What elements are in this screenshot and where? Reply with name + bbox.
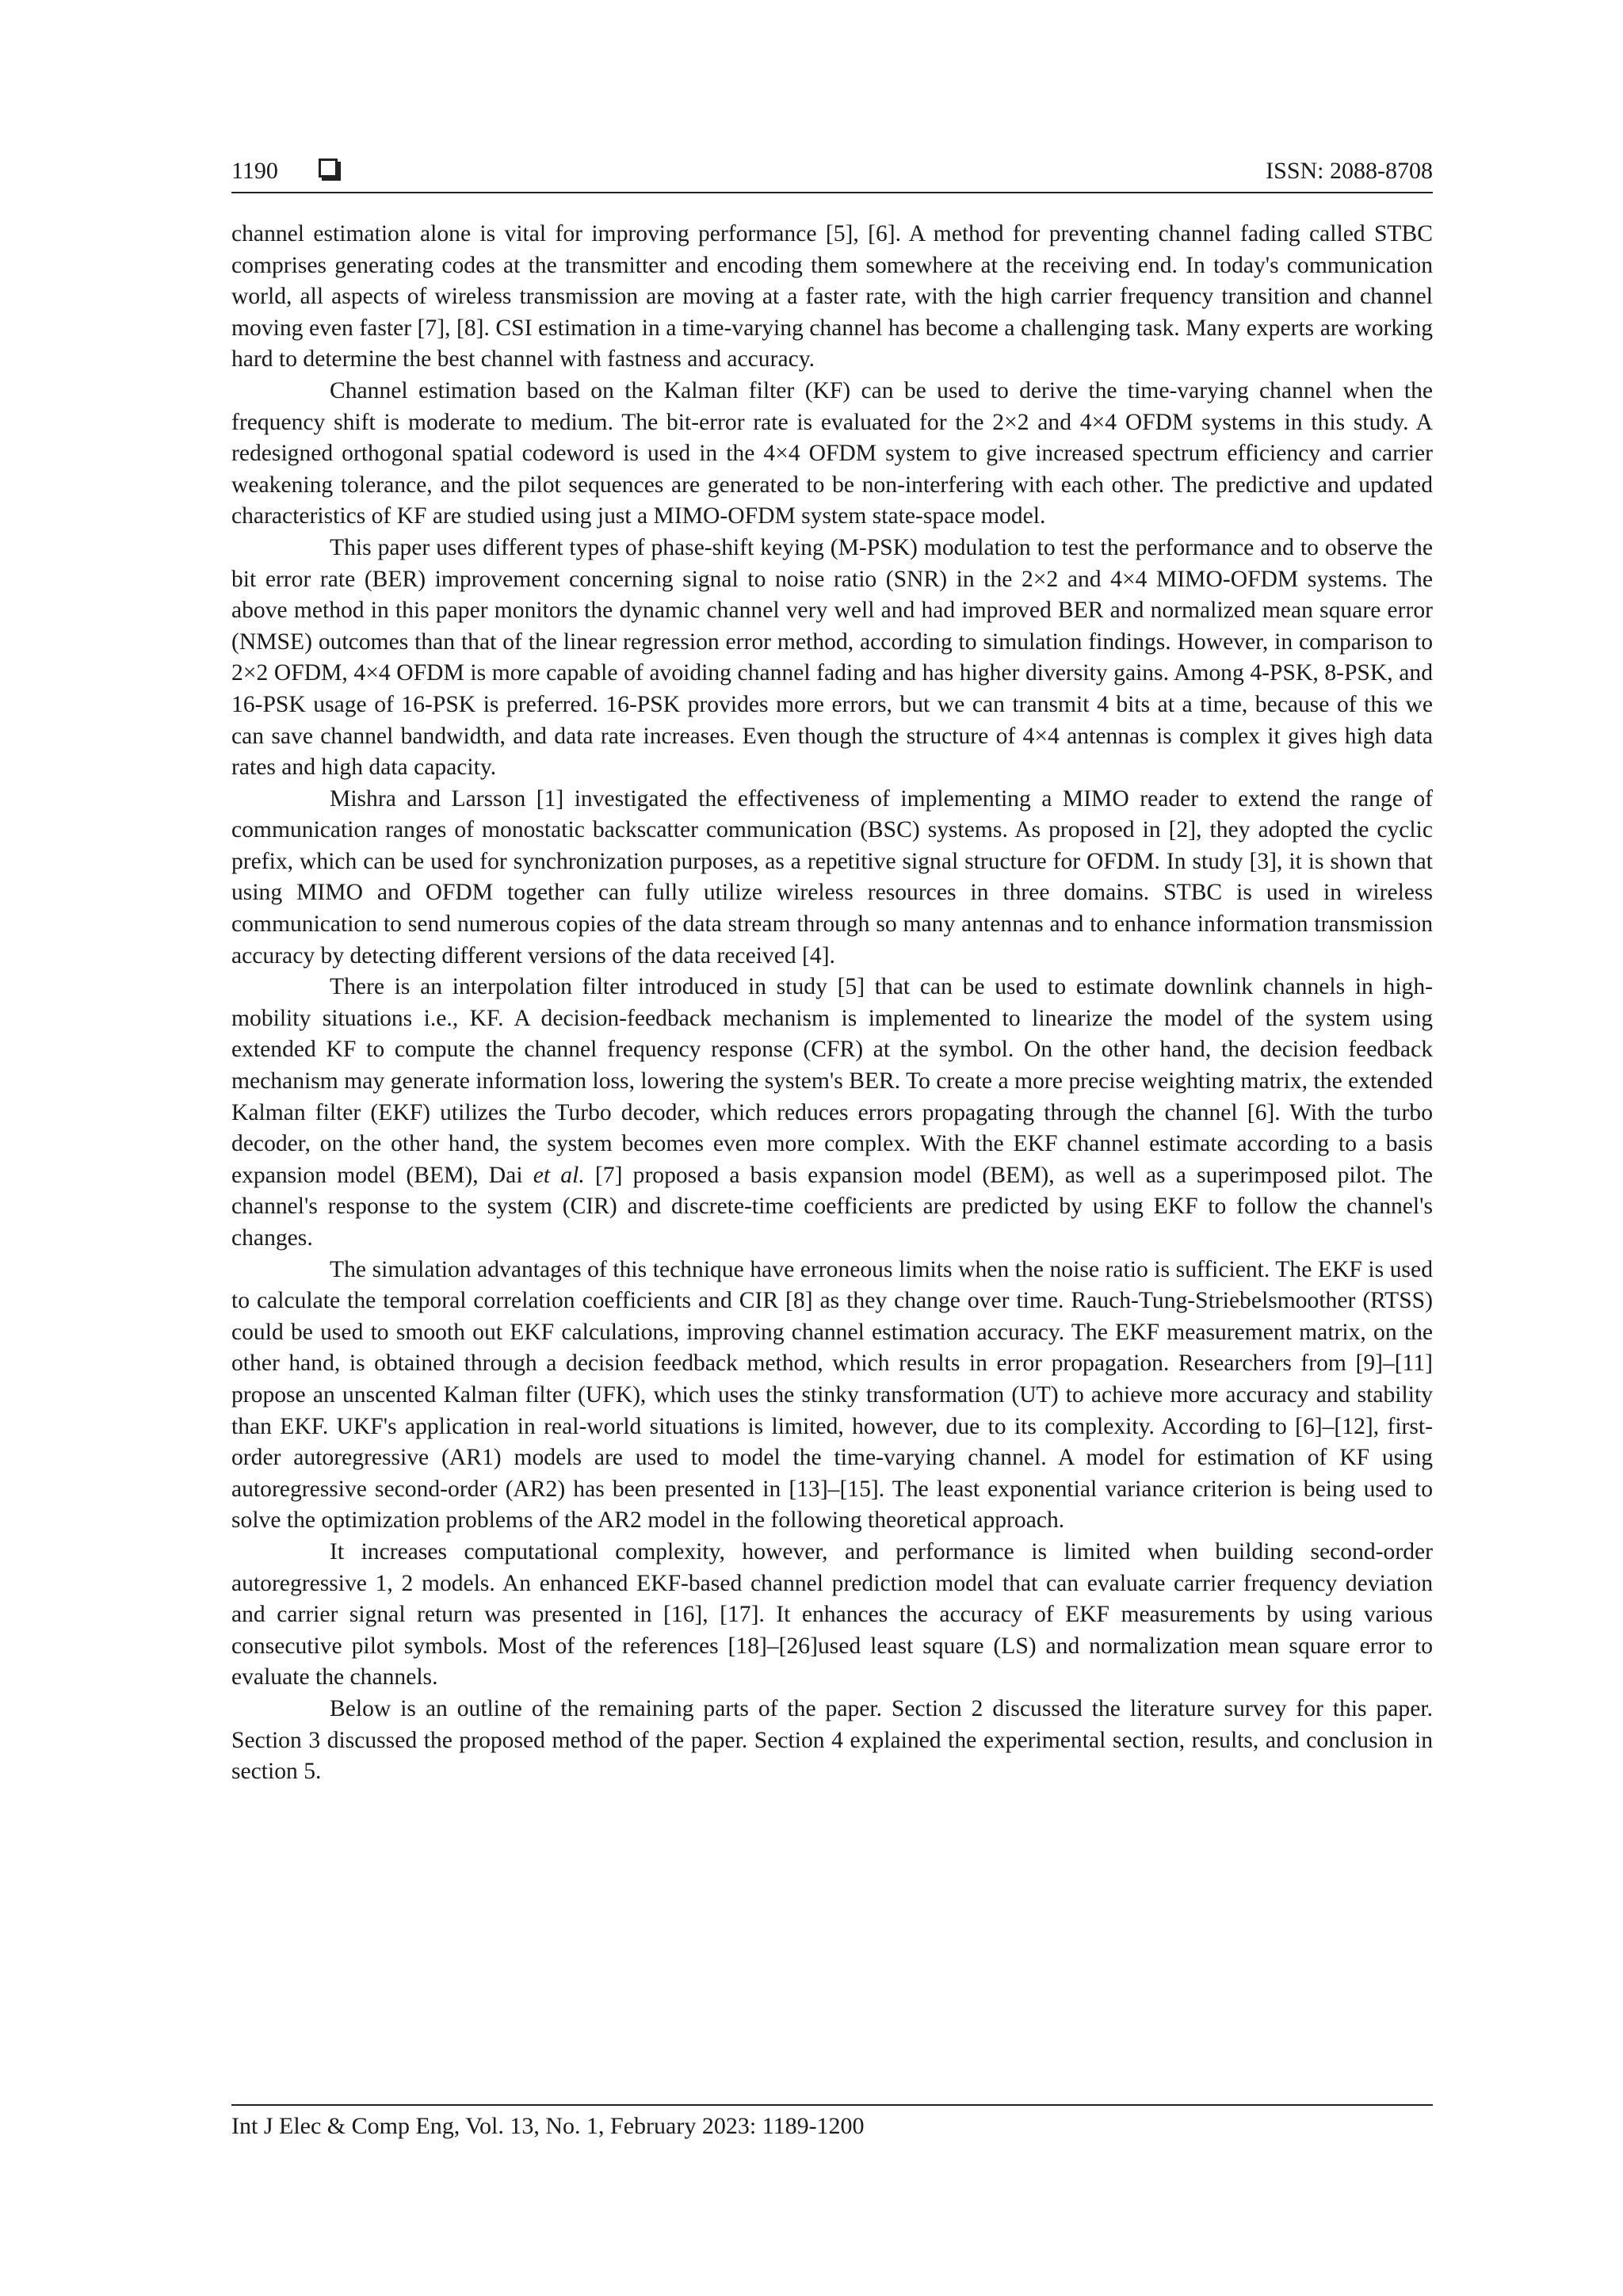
paragraph-6: The simulation advantages of this technique have erroneous limits when the noise ratio is sufficient. The EKF is used to calculate the temporal correlation coefficients and CIR [8] as they change over time. Rauch-Tung-Striebelsmoother (RTSS) could be used to smooth out EKF calculations, improving channel estimation accuracy. The EKF measurement matrix, on the other hand, is obtained through a decision feedback method, which results in error propagation. Researchers from [9]–[11] propose an unscented Kalman filter (UFK), which uses the stinky transformation (UT) to achieve more accuracy and stability than EKF. UKF's application in real-world situations is limited, however, due to its complexity. According to [6]–[12], first-order autoregressive (AR1) models are used to model the time-varying channel. A model for estimation of KF using autoregressive second-order (AR2) has been presented in [13]–[15]. The least exponential variance criterion is being used to solve the optimization problems of the AR2 model in the following theoretical approach.: [231, 1256, 1433, 1534]
page-number: 1190: [231, 158, 278, 184]
et-al-italic: et al.: [533, 1162, 585, 1188]
paragraph-1: channel estimation alone is vital for improving performance [5], [6]. A method for preventing channel fading called STBC comprises generating codes at the transmitter and encoding them somewhere at the receiving end. In today's communication world, all aspects of wireless transmission are moving at a faster rate, with the high carrier frequency transition and channel moving even faster [7], [8]. CSI estimation in a time-varying channel has become a challenging task. Many experts are working hard to determine the best channel with fastness and accuracy.: [231, 221, 1433, 372]
journal-citation: Int J Elec & Comp Eng, Vol. 13, No. 1, February 2023: 1189-1200: [231, 2113, 865, 2139]
paragraph-4: Mishra and Larsson [1] investigated the effectiveness of implementing a MIMO reader to extend the range of communication ranges of monostatic backscatter communication (BSC) systems. As proposed in [2], they adopted the cyclic prefix, which can be used for synchronization purposes, as a repetitive signal structure for OFDM. In study [3], it is shown that using MIMO and OFDM together can fully utilize wireless resources in three domains. STBC is used in wireless communication to send numerous copies of the data stream through so many antennas and to enhance information transmission accuracy by detecting different versions of the data received [4].: [231, 785, 1433, 968]
paragraph-5-text-start: There is an interpolation filter introduced in study [5] that can be used to estimate downlink channels in high-mobility situations i.e., KF. A decision-feedback mechanism is implemented to linearize the model of the system using extended KF to compute the channel frequency response (CFR) at the symbol. On the other hand, the decision feedback mechanism may generate information loss, lowering the system's BER. To create a more precise weighting matrix, the extended Kalman filter (EKF) utilizes the Turbo decoder, which reduces errors propagating through the channel [6]. With the turbo decoder, on the other hand, the system becomes even more complex. With the EKF channel estimate according to a basis expansion model (BEM), Dai: [231, 974, 1433, 1188]
paragraph-8: Below is an outline of the remaining parts of the paper. Section 2 discussed the literature survey for this paper. Section 3 discussed the proposed method of the paper. Section 4 explained the experimental section, results, and conclusion in section 5.: [231, 1695, 1433, 1785]
square-box-icon: [319, 159, 338, 178]
page-footer: [231, 2104, 1433, 2142]
journal-issn: ISSN: 2088-8708: [1266, 158, 1433, 184]
paragraph-5: [231, 972, 1433, 1254]
article-body: [231, 219, 1433, 1788]
paragraph-2: Channel estimation based on the Kalman filter (KF) can be used to derive the time-varying channel when the frequency shift is moderate to medium. The bit-error rate is evaluated for the 2×2 and 4×4 OFDM systems in this study. A redesigned orthogonal spatial codeword is used in the 4×4 OFDM system to give increased spectrum efficiency and carrier weakening tolerance, and the pilot sequences are generated to be non-interfering with each other. The predictive and updated characteristics of KF are studied using just a MIMO-OFDM system state-space model.: [231, 377, 1433, 529]
paragraph-7: It increases computational complexity, however, and performance is limited when building second-order autoregressive 1, 2 models. An enhanced EKF-based channel prediction model that can evaluate carrier frequency deviation and carrier signal return was presented in [16], [17]. It enhances the accuracy of EKF measurements by using various consecutive pilot symbols. Most of the references [18]–[26]used least square (LS) and normalization mean square error to evaluate the channels.: [231, 1538, 1433, 1690]
paragraph-3: This paper uses different types of phase-shift keying (M-PSK) modulation to test the performance and to observe the bit error rate (BER) improvement concerning signal to noise ratio (SNR) in the 2×2 and 4×4 MIMO-OFDM systems. The above method in this paper monitors the dynamic channel very well and had improved BER and normalized mean square error (NMSE) outcomes than that of the linear regression error method, according to simulation findings. However, in comparison to 2×2 OFDM, 4×4 OFDM is more capable of avoiding channel fading and has higher diversity gains. Among 4-PSK, 8-PSK, and 16-PSK usage of 16-PSK is preferred. 16-PSK provides more errors, but we can transmit 4 bits at a time, because of this we can save channel bandwidth, and data rate increases. Even though the structure of 4×4 antennas is complex it gives high data rates and high data capacity.: [231, 534, 1433, 781]
paragraph-5-text-end: [7] proposed a basis expansion model (BEM), as well as a superimposed pilot. The channel's response to the system (CIR) and discrete-time coefficients are predicted by using EKF to follow the channel's changes.: [231, 1162, 1433, 1251]
page-header: [231, 155, 1433, 193]
